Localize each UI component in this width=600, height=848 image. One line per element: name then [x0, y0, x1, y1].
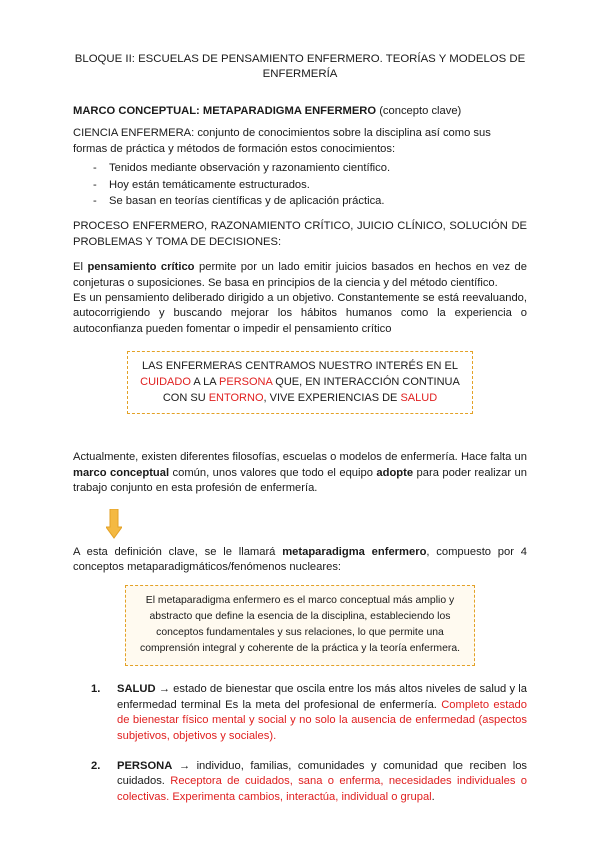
text-run: A LA — [190, 376, 220, 389]
text-run: . — [431, 790, 435, 803]
cuidado-callout-box — [127, 351, 473, 414]
concept-highlight: Completo estado de bienestar físico mental y social y no solo la ausencia de enfermedad (aspectos subjetivos, objetivos y sociales). — [117, 698, 527, 742]
marco-heading-note: (concepto clave) — [376, 105, 462, 117]
text-run: , compuesto por 4 conceptos metaparadigmáticos/fenómenos nucleares: — [73, 545, 527, 573]
down-arrow-icon — [106, 509, 122, 539]
proceso-heading: PROCESO ENFERMERO, RAZONAMIENTO CRÍTICO, JUICIO CLÍNICO, SOLUCIÓN DE PROBLEMAS Y TOMA DE DECISIONES: — [73, 220, 527, 248]
text-run: El — [73, 261, 88, 274]
list-number: 1. — [91, 683, 101, 696]
list-item: - Se basan en teorías científicas y de aplicación práctica. — [93, 194, 527, 209]
text-run: QUE, EN INTERACCIÓN CONTINUA CON SU — [162, 376, 460, 405]
pensamiento-critico-term: pensamiento crítico — [87, 261, 195, 274]
concept-term: PERSONA — [117, 759, 173, 772]
text-run: estado de bienestar que oscila entre los más altos niveles de salud y la enfermedad terminal Es la meta del profesional de enfermería. — [117, 683, 527, 711]
text-run: A esta definición clave, se le llamará — [73, 545, 283, 558]
metaparadigma-definition-box: El metaparadigma enfermero es el marco conceptual más amplio y abstracto que define la esencia de la disciplina, estableciendo los conceptos fundamentales y sus relaciones, lo que permite una comprensión integral y coherente de la práctica y la teoría enfermera. — [125, 585, 475, 666]
keyword-cuidado: CUIDADO — [140, 376, 191, 389]
keyword-entorno: ENTORNO — [208, 392, 264, 405]
concept-item-persona — [91, 759, 527, 805]
text-run: permite por un lado emitir juicios basados en hechos en vez de conjeturas o suposiciones. Se basa en principios de la ciencia y del método científico. — [73, 261, 527, 289]
text-run: para poder realizar un trabajo conjunto en esta profesión de enfermería. — [73, 466, 527, 495]
marco-heading — [73, 104, 527, 119]
ciencia-paragraph: CIENCIA ENFERMERA: conjunto de conocimientos sobre la disciplina así como sus formas de práctica y métodos de formación estos conocimientos: — [73, 127, 491, 155]
text-run: Actualmente, existen diferentes filosofías, escuelas o modelos de enfermería. Hace falta un — [73, 451, 527, 464]
arrow-right-icon: → — [155, 683, 174, 696]
pensamiento-paragraph-2: Es un pensamiento deliberado dirigido a un objetivo. Constantemente se está reevaluando, autocorrigiendo y buscando mejorar los hábitos humanos como la experiencia o autoconfianza pueden fomentar o impedir el pensamiento crítico — [73, 292, 527, 335]
concept-term: SALUD — [117, 683, 156, 696]
pensamiento-paragraph-1 — [73, 260, 527, 291]
marco-conceptual-term: marco conceptual — [73, 466, 170, 479]
text-run: LAS ENFERMERAS CENTRAMOS NUESTRO INTERÉS EN EL — [142, 360, 458, 373]
concept-highlight: Receptora de cuidados, sana o enferma, necesidades individuales o colectivas. Experimenta cambios, interactúa, individual o grupal — [117, 775, 528, 803]
text-run: común, unos valores que todo el equipo — [169, 466, 377, 479]
keyword-salud: SALUD — [400, 392, 438, 405]
list-number: 2. — [91, 759, 101, 772]
document-page — [73, 52, 527, 820]
marco-heading-bold: MARCO CONCEPTUAL: METAPARADIGMA ENFERMERO — [73, 105, 377, 117]
keyword-persona: PERSONA — [219, 376, 273, 389]
arrow-right-icon: → — [172, 759, 197, 772]
list-item: - Tenidos mediante observación y razonamiento científico. — [93, 161, 527, 176]
document-title: BLOQUE II: ESCUELAS DE PENSAMIENTO ENFERMERO. TEORÍAS Y MODELOS DE ENFERMERÍA — [74, 53, 526, 80]
actualmente-paragraph — [73, 450, 527, 496]
text-run: individuo, familias, comunidades y comunidad que reciben los cuidados. — [117, 759, 528, 788]
ciencia-list — [73, 161, 527, 209]
arrow-container — [73, 509, 527, 541]
concepts-list — [73, 682, 527, 805]
text-run: , VIVE EXPERIENCIAS DE — [263, 392, 401, 405]
metaparadigma-term: metaparadigma enfermero — [282, 545, 427, 558]
adopte-term: adopte — [376, 466, 414, 479]
concept-item-salud — [91, 682, 527, 744]
definicion-paragraph — [73, 545, 527, 576]
list-item: - Hoy están temáticamente estructurados. — [93, 178, 527, 193]
